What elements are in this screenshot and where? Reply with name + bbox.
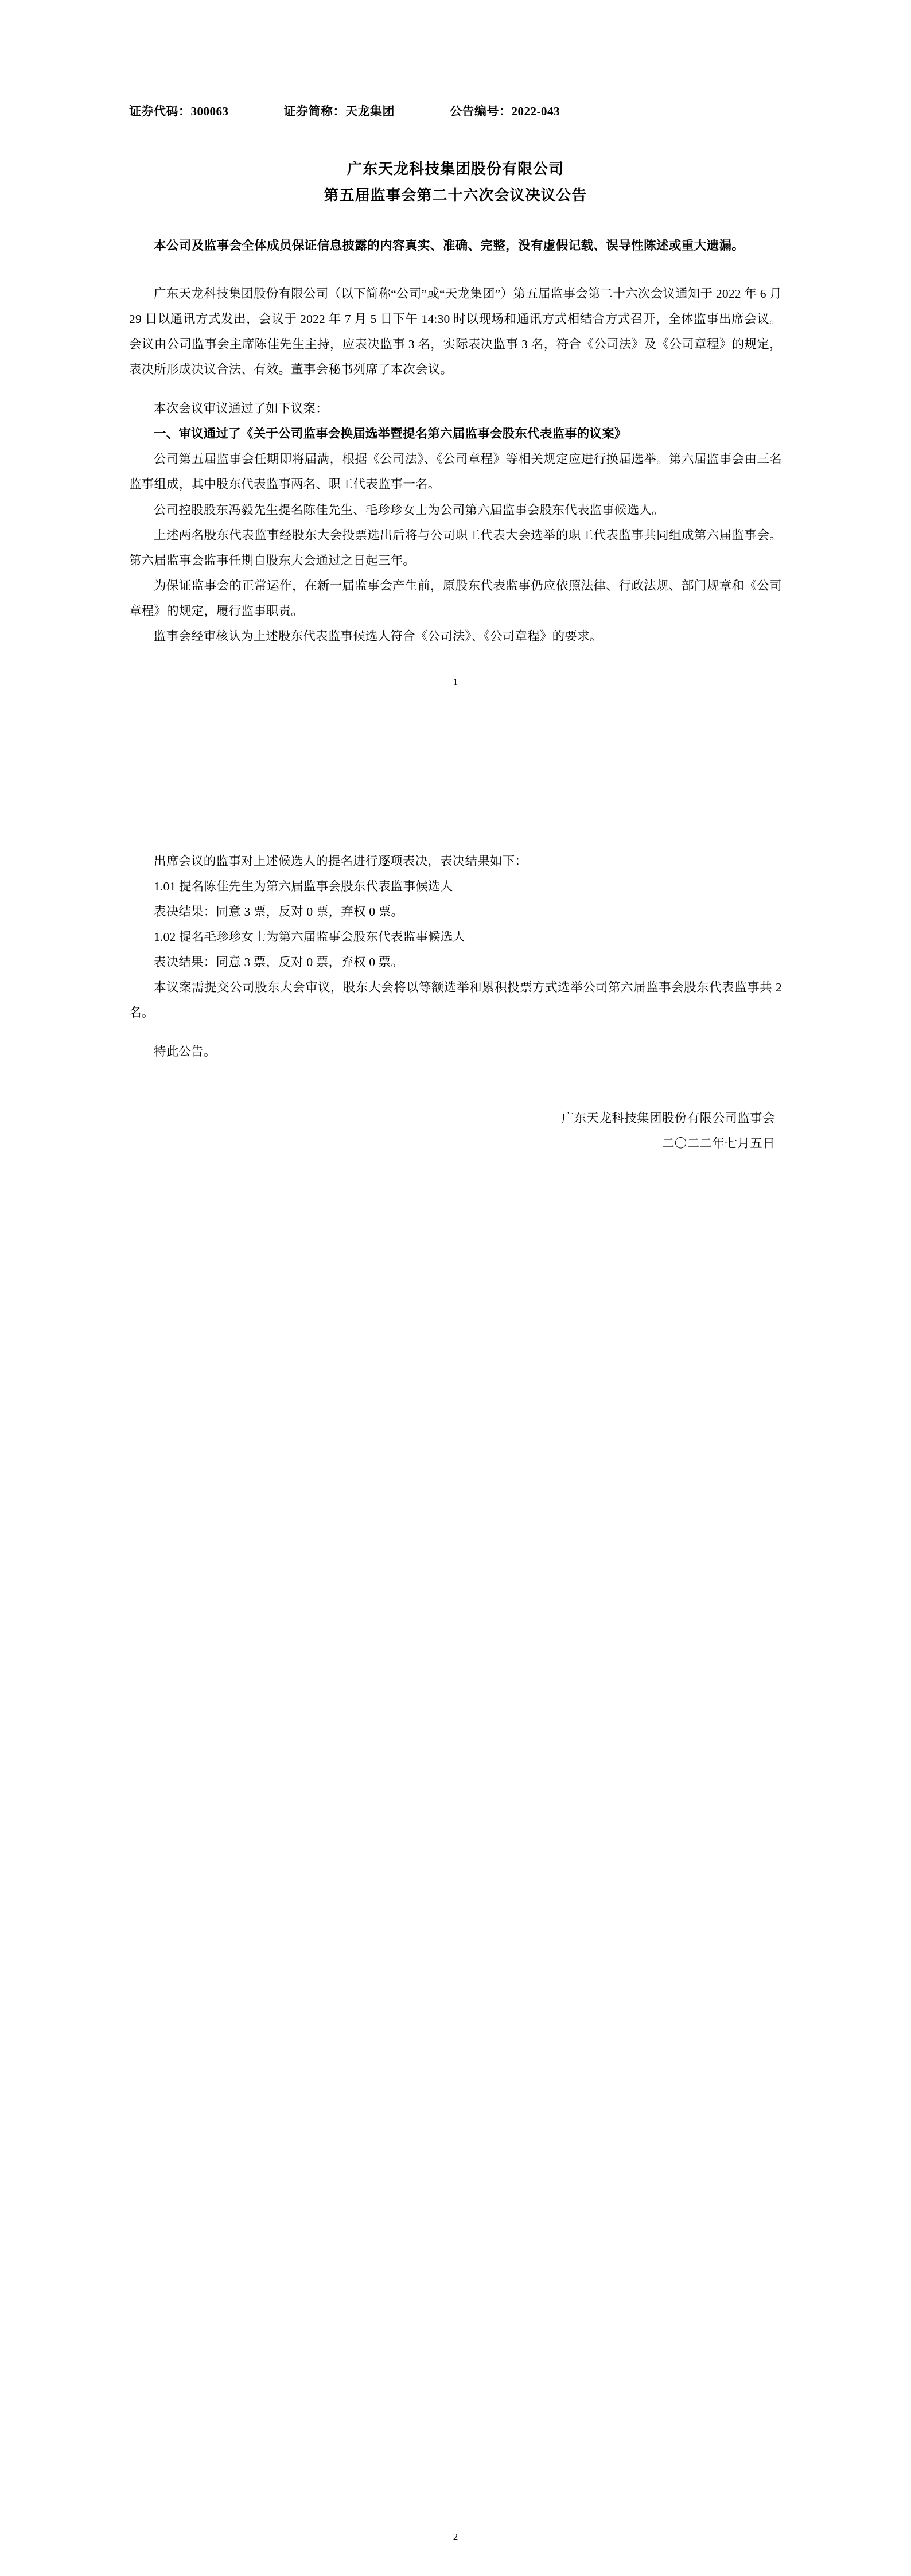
paragraph-candidate-2: 1.02 提名毛珍珍女士为第六届监事会股东代表监事候选人: [154, 930, 466, 944]
paragraph-announcement-close: 特此公告。: [154, 1045, 216, 1059]
paragraph-review-conclusion: 监事会经审核认为上述股东代表监事候选人符合《公司法》、《公司章程》的要求。: [154, 629, 602, 643]
signature-block: [129, 1106, 782, 1156]
security-code-label: 证券代码：: [129, 104, 191, 118]
disclosure-statement: 本公司及监事会全体成员保证信息披露的内容真实、准确、完整，没有虚假记载、误导性陈述或重大遗漏。: [154, 239, 745, 252]
paragraph-agenda-intro: 本次会议审议通过了如下议案：: [154, 402, 328, 416]
paragraph-nomination: 公司控股股东冯毅先生提名陈佳先生、毛珍珍女士为公司第六届监事会股东代表监事候选人。: [154, 503, 664, 517]
document-sheet: [0, 0, 911, 1157]
security-abbr-label: 证券简称：: [283, 104, 345, 118]
title-line-subject: 第五届监事会第二十六次会议决议公告: [324, 186, 587, 204]
notice-number-value: 2022-043: [511, 104, 560, 118]
paragraph-term-expiry: 公司第五届监事会任期即将届满，根据《公司法》、《公司章程》等相关规定应进行换届选举。第六届监事会由三名监事组成，其中股东代表监事两名、职工代表监事一名。: [129, 452, 782, 492]
paragraph-candidate-1-result: 表决结果：同意 3 票，反对 0 票，弃权 0 票。: [154, 905, 404, 919]
security-code-value: 300063: [190, 104, 229, 118]
signature-company: 广东天龙科技集团股份有限公司监事会: [561, 1111, 775, 1126]
paragraph-voting-intro: 出席会议的监事对上述候选人的提名进行逐项表决，表决结果如下：: [154, 854, 528, 868]
page-number-first: 1: [453, 676, 458, 687]
notice-number: [450, 102, 560, 119]
paragraph-proposal-title: 一、审议通过了《关于公司监事会换届选举暨提名第六届监事会股东代表监事的议案》: [154, 427, 627, 441]
paragraph-composition: 上述两名股东代表监事经股东大会投票选出后将与公司职工代表大会选举的职工代表监事共同组成第六届监事会。第六届监事会监事任期自股东大会通过之日起三年。: [129, 528, 782, 567]
paragraph-candidate-1: 1.01 提名陈佳先生为第六届监事会股东代表监事候选人: [154, 879, 453, 893]
security-abbr-value: 天龙集团: [345, 104, 395, 118]
paragraph-candidate-2-result: 表决结果：同意 3 票，反对 0 票，弃权 0 票。: [154, 955, 404, 970]
page-number-second: 2: [453, 2531, 458, 2542]
title-line-company: 广东天龙科技集团股份有限公司: [347, 161, 564, 177]
paragraph-transition-duties: 为保证监事会的正常运作，在新一届监事会产生前，原股东代表监事仍应依照法律、行政法规、部门规章和《公司章程》的规定，履行监事职责。: [129, 578, 782, 618]
paragraph-meeting-overview: 广东天龙科技集团股份有限公司（以下简称“公司”或“天龙集团”）第五届监事会第二十六次会议通知于 2022 年 6 月 29 日以通讯方式发出，会议于 2022 年 7 月 5 日下午 14:30 时以现场和通讯方式相结合方式召开，全体监事出席会议。会议由公司监事会主席陈佳先生主持，应表决监事 3 名，实际表决监事 3 名，符合《公司法》及《公司章程》的规定，表决所形成决议合法、有效。董事会秘书列席了本次会议。: [129, 287, 782, 377]
page-break-spacer: [129, 688, 782, 849]
document-header: [129, 0, 782, 119]
security-code: [129, 102, 229, 119]
page-title: [129, 156, 782, 208]
security-abbr: [284, 102, 395, 119]
paragraph-shareholder-meeting: 本议案需提交公司股东大会审议，股东大会将以等额选举和累积投票方式选举公司第六届监事会股东代表监事共 2 名。: [129, 980, 782, 1020]
notice-number-label: 公告编号：: [450, 104, 512, 118]
signature-date: 二〇二二年七月五日: [661, 1137, 775, 1151]
